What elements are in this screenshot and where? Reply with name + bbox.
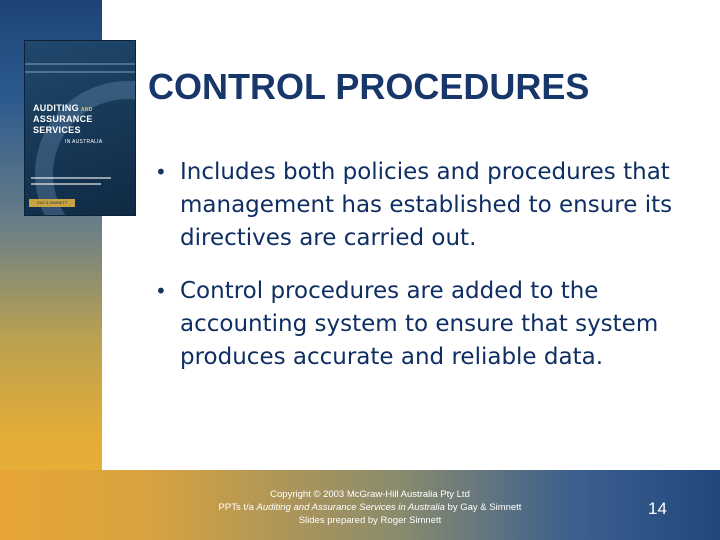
book-cover-arc xyxy=(35,81,136,216)
book-title-line1: AUDITING AND xyxy=(33,103,93,113)
book-cover-fine-print xyxy=(31,177,111,179)
book-cover-image xyxy=(24,40,136,216)
bullet-text: Includes both policies and procedures that management has established to ensure its directives are carried out. xyxy=(180,159,673,251)
bullet-item xyxy=(155,275,675,374)
bullet-symbol: • xyxy=(155,279,167,303)
book-title-line3: SERVICES xyxy=(33,125,81,135)
bullet-list xyxy=(155,156,675,394)
footer-ppt-line: PPTs t/a Auditing and Assurance Services in Australia by Gay & Simnett xyxy=(218,502,522,513)
book-authors-badge: GAY & SIMNETT xyxy=(29,199,75,207)
book-title-line4: IN AUSTRALIA xyxy=(65,139,103,145)
bullet-text: Control procedures are added to the accounting system to ensure that system produces accurate and reliable data. xyxy=(180,278,659,370)
copyright-footer xyxy=(150,488,590,527)
bullet-symbol: • xyxy=(155,160,167,184)
slide-page-number: 14 xyxy=(648,499,667,518)
slide-title: CONTROL PROCEDURES xyxy=(148,66,590,107)
book-cover-stripe xyxy=(25,71,135,73)
footer-copyright-line: Copyright © 2003 McGraw-Hill Australia Pty Ltd xyxy=(270,489,470,500)
book-cover-fine-print xyxy=(31,183,101,185)
book-cover-stripe xyxy=(25,63,135,65)
footer-prepared-by-line: Slides prepared by Roger Simnett xyxy=(298,515,442,526)
bullet-item xyxy=(155,156,675,255)
book-title-line2: ASSURANCE xyxy=(33,114,93,124)
